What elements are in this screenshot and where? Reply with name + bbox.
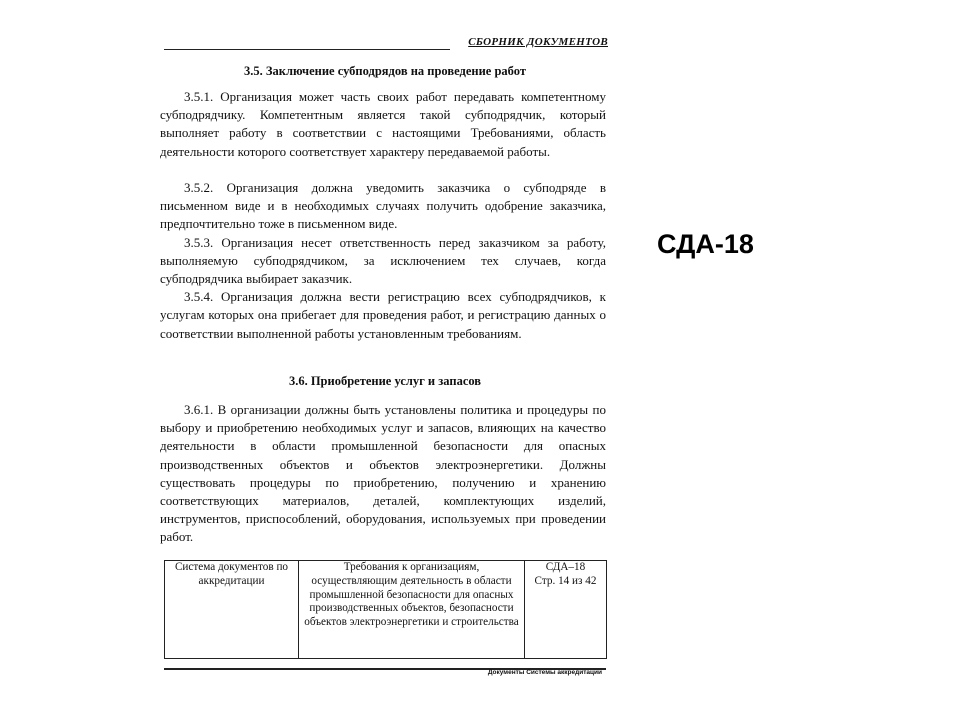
footer-page-number: Стр. 14 из 42	[534, 574, 597, 587]
section-title-3-5: 3.5. Заключение субподрядов на проведение работ	[244, 64, 526, 78]
paragraph-3-5-3: 3.5.3. Организация несет ответственность перед заказчиком за работу, выполняемую субподрядчиком, за исключением тех случаев, когда субподрядчика выбирает заказчик.	[160, 234, 606, 286]
bottom-caption: Документы Системы аккредитации	[487, 669, 602, 676]
footer-document-code: СДА–18	[545, 561, 586, 573]
document-code-label: СДА-18	[657, 229, 754, 259]
document-page	[160, 28, 610, 688]
footer-code-cell	[525, 561, 607, 659]
paragraph-3-5-4: 3.5.4. Организация должна вести регистрацию всех субподрядчиков, к услугам которых она прибегает для проведения работ, и регистрацию данных о соответствии выполненной работы установленным требованиям.	[160, 289, 606, 341]
paragraph-3-6-1: 3.6.1. В организации должны быть установлены политика и процедуры по выбору и приобретению необходимых услуг и запасов, влияющих на качество деятельности в области промышленной безопасности для опасных производственных объектов и объектов электроэнергетики. Должны существовать процедуры по приобретению, получению и хранению соответствующих материалов, деталей, комплектующих изделий, инструментов, приспособлений, оборудования, используемых при проведении работ.	[160, 402, 606, 545]
section-title-3-6: 3.6. Приобретение услуг и запасов	[288, 374, 482, 388]
footer-document-title: Требования к организациям, осуществляющим деятельность в области промышленной безопасности для опасных производственных объектов, безопасности объектов электроэнергетики и строительства	[299, 561, 525, 659]
paragraph-3-5-1: 3.5.1. Организация может часть своих работ передавать компетентному субподрядчику. Компетентным является такой субподрядчик, который выполняет работу в соответствии с настоящими Требованиями, область деятельности которого соответствует характеру передаваемой работы.	[160, 89, 606, 159]
paragraph-3-5-2: 3.5.2. Организация должна уведомить заказчика о субподряде в письменном виде и в необходимых случаях получить одобрение заказчика, предпочтительно тоже в письменном виде.	[160, 180, 606, 232]
header-rule	[164, 49, 450, 50]
running-head: СБОРНИК ДОКУМЕНТОВ	[468, 36, 608, 48]
document-footer-table	[164, 560, 607, 659]
footer-system-name: Система документов по аккредитации	[165, 561, 299, 659]
